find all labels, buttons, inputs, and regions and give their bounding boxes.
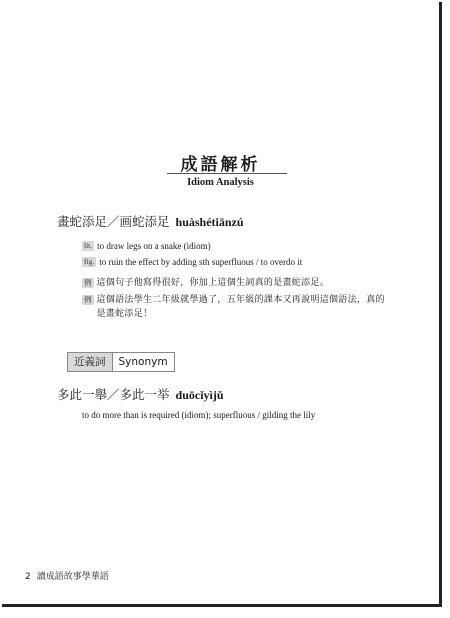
synonym-label <box>67 352 175 372</box>
definition-figurative <box>82 256 382 269</box>
page-number: 2 <box>25 572 31 582</box>
synonym-definition: to do more than is required (idiom); superfluous / gilding the lily <box>82 410 316 420</box>
definition-text: to draw legs on a snake (idiom) <box>97 241 211 251</box>
page-footer <box>25 569 109 582</box>
page <box>2 2 442 607</box>
idiom-forms: 畫蛇添足／画蛇添足 <box>57 214 170 229</box>
idiom-headword <box>57 212 244 230</box>
title-divider <box>167 173 287 174</box>
synonym-label-zh: 近義詞 <box>68 353 112 371</box>
definition-literal <box>82 240 382 253</box>
example-text: 這個語法學生二年級就學過了，五年級的課本又再說明這個語法，真的是畫蛇添足！ <box>96 295 385 319</box>
idiom-examples <box>82 276 385 324</box>
definition-text: to ruin the effect by adding sth superfluous / to overdo it <box>99 257 303 267</box>
tag-example: 例 <box>84 278 92 287</box>
section-title: 成語解析 <box>180 155 261 175</box>
section-subtitle: Idiom Analysis <box>187 177 254 188</box>
synonym-forms: 多此一舉／多此一举 <box>57 387 170 402</box>
example-sentence <box>82 276 392 290</box>
book-title: 讀成語故事學華語 <box>36 572 109 582</box>
idiom-pinyin: huàshétiānzú <box>175 215 244 229</box>
example-text: 這個句子他寫得很好，你加上這個生詞真的是畫蛇添足。 <box>96 278 330 288</box>
tag-lit: lit. <box>84 241 93 250</box>
synonym-pinyin: duōcǐyìjǔ <box>175 388 224 402</box>
tag-fig: fig. <box>84 257 95 266</box>
example-sentence <box>82 293 392 321</box>
tag-example: 例 <box>84 295 92 304</box>
idiom-definitions <box>82 240 382 272</box>
synonym-label-en: Synonym <box>112 353 174 371</box>
synonym-headword <box>57 385 224 403</box>
